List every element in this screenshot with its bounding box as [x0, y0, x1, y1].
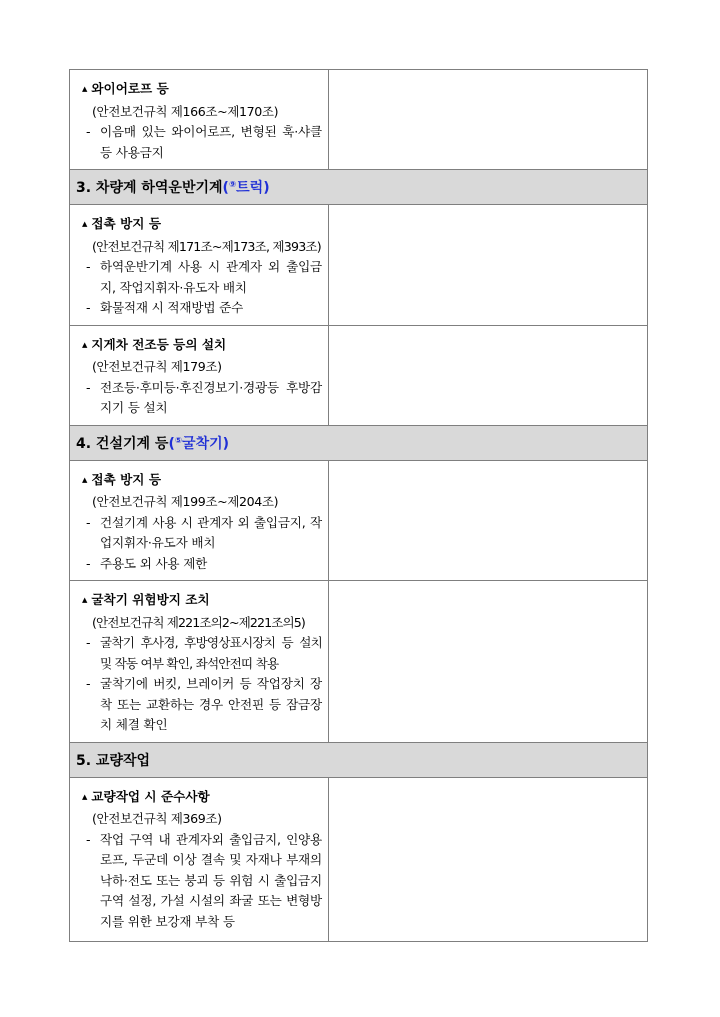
- blank-check-cell: [329, 325, 648, 425]
- list-item: - 화물적재 시 적재방법 준수: [86, 300, 244, 315]
- section-title: 5. 교량작업: [76, 752, 151, 769]
- item-title: 와이어로프 등: [91, 81, 169, 96]
- item-title: 굴착기 위험방지 조치: [91, 592, 210, 607]
- item-cell: [70, 325, 329, 425]
- item-reference: (안전보건규칙 제179조): [92, 359, 222, 374]
- section-header-row: [70, 742, 648, 777]
- section-header: [70, 170, 648, 205]
- item-reference: (안전보건규칙 제166조~제170조): [92, 103, 279, 119]
- list-item: - 굴착기 후사경, 후방영상표시장치 등 설치 및 작동 여부 확인, 좌석안전띠 착용: [86, 635, 322, 671]
- small-triangle-icon: ▲: [82, 220, 88, 228]
- item-row: [70, 777, 648, 941]
- item-row: [70, 325, 648, 425]
- item-reference: (안전보건규칙 제369조): [92, 811, 222, 826]
- section-title: 3. 차량계 하역운반기계: [76, 180, 223, 196]
- section-header: [70, 425, 648, 460]
- section-tag: (⑨트럭): [222, 180, 270, 196]
- item-cell: [70, 581, 329, 743]
- list-item: - 작업 구역 내 관계자외 출입금지, 인양용 로프, 두군데 이상 결속 및 자재나 부재의 낙하·전도 또는 붕괴 등 위험 시 출입금지구역 설정, 가설 시설의 좌굴 또는 변형방지를 위한 보강재 부착 등: [86, 831, 322, 929]
- section-header-row: [70, 425, 648, 460]
- list-item: - 굴착기에 버킷, 브레이커 등 작업장치 장착 또는 교환하는 경우 안전핀 등 잠금장치 체결 확인: [86, 676, 322, 732]
- small-triangle-icon: ▲: [82, 85, 88, 93]
- small-triangle-icon: ▲: [82, 475, 88, 484]
- small-triangle-icon: ▲: [82, 792, 88, 801]
- blank-check-cell: [329, 460, 648, 581]
- item-row: [70, 581, 648, 743]
- item-row: [70, 70, 648, 170]
- item-cell: [70, 777, 329, 941]
- list-item: - 이음매 있는 와이어로프, 변형된 훅·샤클 등 사용금지: [86, 124, 322, 160]
- item-reference: (안전보건규칙 제171조~제173조, 제393조): [92, 238, 321, 254]
- item-cell: [70, 460, 329, 581]
- item-reference: (안전보건규칙 제221조의2~제221조의5): [92, 614, 305, 630]
- list-item: - 건설기계 사용 시 관계자 외 출입금지, 작업지휘자·유도자 배치: [86, 514, 322, 550]
- list-item: - 전조등·후미등·후진경보기·경광등 후방감지기 등 설치: [86, 379, 322, 415]
- item-cell: [70, 205, 329, 326]
- section-title: 4. 건설기계 등: [76, 435, 169, 452]
- blank-check-cell: [329, 205, 648, 326]
- item-cell: [70, 70, 329, 170]
- blank-check-cell: [329, 777, 648, 941]
- item-title: 지게차 전조등 등의 설치: [91, 336, 227, 352]
- item-title: 교량작업 시 준수사항: [91, 788, 210, 804]
- list-item: - 하역운반기계 사용 시 관계자 외 출입금지, 작업지휘자·유도자 배치: [86, 259, 322, 295]
- blank-check-cell: [329, 581, 648, 743]
- item-reference: (안전보건규칙 제199조~제204조): [92, 494, 279, 509]
- blank-check-cell: [329, 70, 648, 170]
- item-row: [70, 460, 648, 581]
- section-header-row: [70, 170, 648, 205]
- item-row: [70, 205, 648, 326]
- item-title: 접촉 방지 등: [91, 471, 161, 487]
- small-triangle-icon: ▲: [82, 340, 88, 349]
- section-tag: (⑤굴착기): [168, 435, 230, 452]
- list-item: - 주용도 외 사용 제한: [86, 555, 208, 571]
- section-header: [70, 742, 648, 777]
- item-title: 접촉 방지 등: [91, 216, 161, 231]
- checklist-table: [69, 69, 648, 942]
- small-triangle-icon: ▲: [82, 596, 88, 604]
